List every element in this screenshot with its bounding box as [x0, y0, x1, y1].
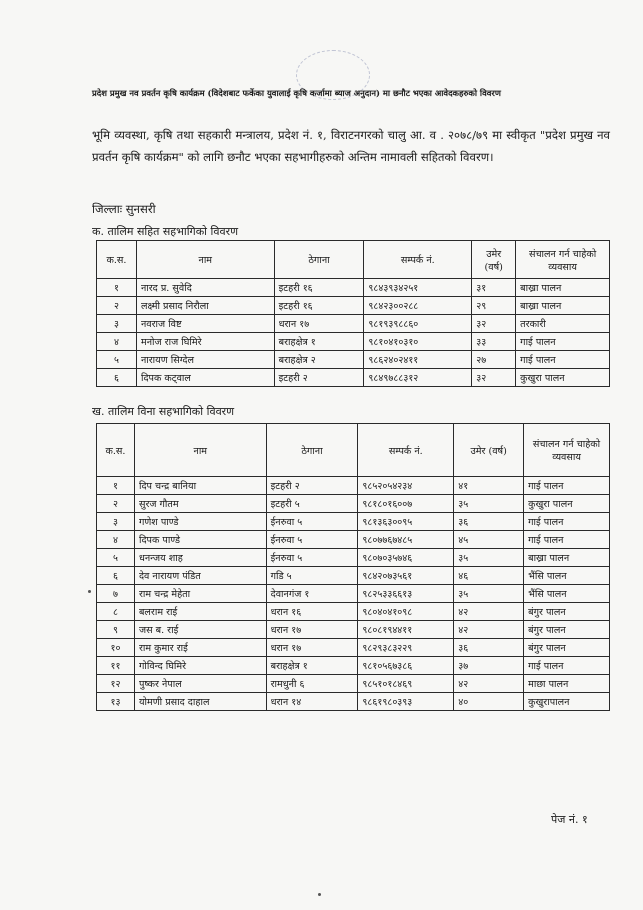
- cell-contact: ९८४२०७३५६१: [358, 567, 454, 585]
- cell-business: बाख्रा पालन: [516, 279, 610, 297]
- cell-contact: ९८०८१९४४११: [358, 621, 454, 639]
- cell-name: दिप चन्द्र बानिया: [134, 477, 266, 495]
- table-row: [97, 549, 610, 567]
- cell-business: गाई पालन: [524, 477, 610, 495]
- cell-age: ३२: [472, 315, 516, 333]
- header-business: संचालन गर्न चाहेको व्यवसाय: [516, 241, 610, 279]
- cell-name: देव नारायण पंडित: [134, 567, 266, 585]
- cell-contact: ९८१८०१६००७: [358, 495, 454, 513]
- cell-name: दिपक कट्वाल: [136, 369, 274, 387]
- cell-sn: ३: [97, 513, 135, 531]
- header-address: ठेगाना: [266, 424, 358, 477]
- cell-sn: ९: [97, 621, 135, 639]
- section-a-title: क. तालिम सहित सहभागिको विवरण: [92, 225, 239, 238]
- cell-business: गाई पालन: [516, 351, 610, 369]
- cell-address: इटहरी २: [274, 369, 364, 387]
- cell-name: नारायण सिग्देल: [136, 351, 274, 369]
- cell-address: धरान १७: [266, 639, 358, 657]
- table-row: [97, 657, 610, 675]
- cell-sn: ६: [97, 567, 135, 585]
- cell-address: धरान १४: [266, 693, 358, 711]
- header-name: नाम: [134, 424, 266, 477]
- table-row: [97, 477, 610, 495]
- cell-business: भैंसि पालन: [524, 567, 610, 585]
- cell-contact: ९८६१९८०३९३: [358, 693, 454, 711]
- document-heading: प्रदेश प्रमुख नव प्रवर्तन कृषि कार्यक्रम (विदेशबाट फर्केका युवालाई कृषि कर्जामा ब्याज अनुदान) मा छनौट भएका आवेदकहरुको विवरण: [92, 88, 501, 98]
- cell-contact: ९८२९३८३२२९: [358, 639, 454, 657]
- cell-name: राम चन्द्र मेहेता: [134, 585, 266, 603]
- table-row: [97, 315, 610, 333]
- cell-address: देवानगंज १: [266, 585, 358, 603]
- cell-contact: ९८०७७६७४८५: [358, 531, 454, 549]
- cell-business: बाख्रा पालन: [516, 297, 610, 315]
- cell-age: ३५: [454, 495, 524, 513]
- cell-contact: ९८१९३९८८६०: [364, 315, 472, 333]
- cell-address: इटहरी ५: [266, 495, 358, 513]
- table-row: [97, 567, 610, 585]
- cell-age: ३५: [454, 549, 524, 567]
- cell-sn: ११: [97, 657, 135, 675]
- table-row: [97, 279, 610, 297]
- cell-business: गाई पालन: [516, 333, 610, 351]
- cell-age: ४२: [454, 675, 524, 693]
- header-age: उमेर (वर्ष): [472, 241, 516, 279]
- cell-business: गाई पालन: [524, 513, 610, 531]
- cell-contact: ९८१३६३००९५: [358, 513, 454, 531]
- cell-business: बंगुर पालन: [524, 639, 610, 657]
- cell-name: धनन्जय शाह: [134, 549, 266, 567]
- cell-business: बंगुर पालन: [524, 603, 610, 621]
- table-row: [97, 333, 610, 351]
- cell-contact: ९८४९७८८३१२: [364, 369, 472, 387]
- cell-contact: ९८१०४१०३१०: [364, 333, 472, 351]
- scan-speck: [88, 590, 91, 593]
- cell-name: दिपक पाण्डे: [134, 531, 266, 549]
- cell-business: तरकारी: [516, 315, 610, 333]
- cell-address: इटहरी १६: [274, 297, 364, 315]
- cell-contact: ९८२५३३६६१३: [358, 585, 454, 603]
- cell-name: बलराम राई: [134, 603, 266, 621]
- district-label: जिल्लाः सुनसरी: [92, 202, 156, 216]
- cell-name: गोविन्द घिमिरे: [134, 657, 266, 675]
- cell-business: कुखुरापालन: [524, 693, 610, 711]
- table-header-row: [97, 424, 610, 477]
- cell-sn: १: [97, 279, 137, 297]
- cell-sn: ३: [97, 315, 137, 333]
- cell-age: ४६: [454, 567, 524, 585]
- cell-address: बराहक्षेत्र १: [266, 657, 358, 675]
- cell-age: ३७: [454, 657, 524, 675]
- table-row: [97, 297, 610, 315]
- cell-address: धरान १७: [274, 315, 364, 333]
- cell-sn: ५: [97, 351, 137, 369]
- trained-participants-table: [96, 240, 610, 387]
- header-age: उमेर (वर्ष): [454, 424, 524, 477]
- table-row: [97, 513, 610, 531]
- cell-age: ३६: [454, 639, 524, 657]
- cell-age: २९: [472, 297, 516, 315]
- cell-sn: ६: [97, 369, 137, 387]
- cell-address: धरान १६: [266, 603, 358, 621]
- cell-name: नारद प्र. सुवेदि: [136, 279, 274, 297]
- scan-speck: [318, 893, 321, 896]
- cell-sn: ७: [97, 585, 135, 603]
- cell-age: ३६: [454, 513, 524, 531]
- cell-name: सुरज गौतम: [134, 495, 266, 513]
- cell-age: २७: [472, 351, 516, 369]
- cell-business: गाई पालन: [524, 531, 610, 549]
- table-row: [97, 351, 610, 369]
- cell-name: मनोज राज घिमिरे: [136, 333, 274, 351]
- intro-paragraph: भूमि व्यवस्था, कृषि तथा सहकारी मन्त्रालय, प्रदेश नं. १, विराटनगरको चालु आ. व . २०७८/७९ मा स्वीकृत "प्रदेश प्रमुख नव प्रवर्तन कृषि कार्यक्रम" को लागि छनौट भएका सहभागीहरुको अन्तिम नामावली सहितको विवरण।: [92, 128, 610, 164]
- cell-address: ईनरुवा ५: [266, 531, 358, 549]
- table-row: [97, 621, 610, 639]
- table-row: [97, 675, 610, 693]
- cell-address: रामधुनी ६: [266, 675, 358, 693]
- cell-sn: १: [97, 477, 135, 495]
- header-sn: क.स.: [97, 424, 135, 477]
- cell-address: इटहरी २: [266, 477, 358, 495]
- untrained-participants-table: [96, 423, 610, 711]
- cell-business: कुखुरा पालन: [516, 369, 610, 387]
- table-row: [97, 369, 610, 387]
- header-name: नाम: [136, 241, 274, 279]
- page-number: पेज नं. १: [551, 813, 588, 826]
- table-row: [97, 693, 610, 711]
- cell-contact: ९८१०५६७३८६: [358, 657, 454, 675]
- cell-age: ४५: [454, 531, 524, 549]
- cell-name: गणेश पाण्डे: [134, 513, 266, 531]
- cell-age: ४२: [454, 621, 524, 639]
- cell-sn: ८: [97, 603, 135, 621]
- cell-sn: ५: [97, 549, 135, 567]
- cell-contact: ९८५२०५४२३४: [358, 477, 454, 495]
- cell-age: ४२: [454, 603, 524, 621]
- cell-name: लक्ष्मी प्रसाद निरौला: [136, 297, 274, 315]
- table-row: [97, 585, 610, 603]
- cell-address: इटहरी १६: [274, 279, 364, 297]
- header-contact: सम्पर्क नं.: [364, 241, 472, 279]
- cell-sn: ४: [97, 333, 137, 351]
- cell-business: बंगुर पालन: [524, 621, 610, 639]
- cell-name: जस ब. राई: [134, 621, 266, 639]
- cell-age: ३३: [472, 333, 516, 351]
- cell-sn: २: [97, 495, 135, 513]
- cell-contact: ९८०४०४१०९८: [358, 603, 454, 621]
- header-address: ठेगाना: [274, 241, 364, 279]
- cell-age: ३२: [472, 369, 516, 387]
- cell-sn: ४: [97, 531, 135, 549]
- cell-business: बाख्रा पालन: [524, 549, 610, 567]
- table-row: [97, 495, 610, 513]
- cell-sn: १३: [97, 693, 135, 711]
- header-sn: क.स.: [97, 241, 137, 279]
- table-row: [97, 639, 610, 657]
- cell-age: ३१: [472, 279, 516, 297]
- header-business: संचालन गर्न चाहेको व्यवसाय: [524, 424, 610, 477]
- cell-contact: ९८६२४०२४११: [364, 351, 472, 369]
- cell-contact: ९८४३९३४२५१: [364, 279, 472, 297]
- section-b-title: ख. तालिम विना सहभागिको विवरण: [92, 405, 235, 418]
- cell-address: ईनरुवा ५: [266, 513, 358, 531]
- cell-contact: ९८५१०१८४६९: [358, 675, 454, 693]
- cell-address: धरान १७: [266, 621, 358, 639]
- cell-address: बराहक्षेत्र १: [274, 333, 364, 351]
- cell-sn: २: [97, 297, 137, 315]
- cell-business: माछा पालन: [524, 675, 610, 693]
- table-row: [97, 531, 610, 549]
- cell-contact: ९८०७०३५७४६: [358, 549, 454, 567]
- cell-age: ४०: [454, 693, 524, 711]
- cell-name: नवराज विष्ट: [136, 315, 274, 333]
- cell-contact: ९८४२३००२८८: [364, 297, 472, 315]
- cell-name: योमणी प्रसाद दाहाल: [134, 693, 266, 711]
- cell-sn: १०: [97, 639, 135, 657]
- header-contact: सम्पर्क नं.: [358, 424, 454, 477]
- table-row: [97, 603, 610, 621]
- cell-address: गडि ५: [266, 567, 358, 585]
- cell-address: बराहक्षेत्र २: [274, 351, 364, 369]
- cell-name: पुष्कर नेपाल: [134, 675, 266, 693]
- cell-sn: १२: [97, 675, 135, 693]
- cell-age: ३५: [454, 585, 524, 603]
- cell-age: ४१: [454, 477, 524, 495]
- cell-address: ईनरुवा ५: [266, 549, 358, 567]
- table-header-row: [97, 241, 610, 279]
- cell-business: गाई पालन: [524, 657, 610, 675]
- cell-name: राम कुमार राई: [134, 639, 266, 657]
- cell-business: कुखुरा पालन: [524, 495, 610, 513]
- cell-business: भैंसि पालन: [524, 585, 610, 603]
